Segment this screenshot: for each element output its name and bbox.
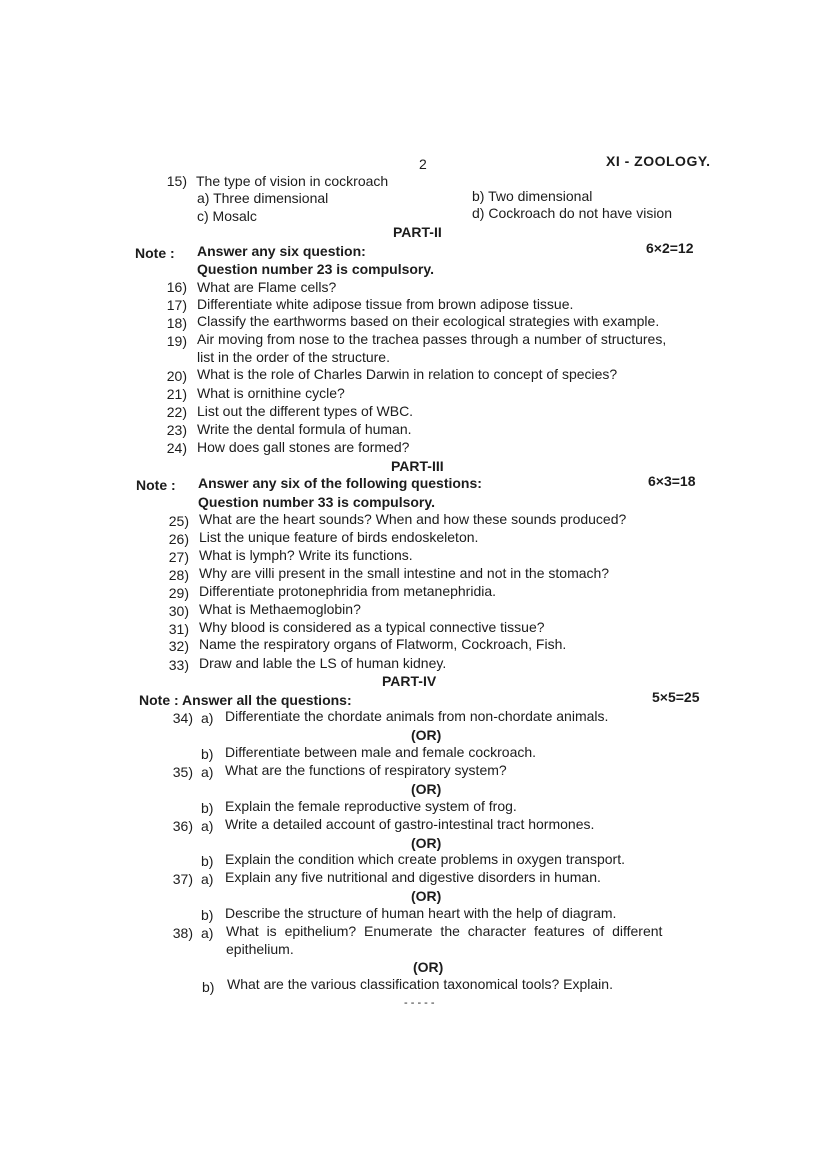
question-number: 24) [166,440,187,456]
question-text: How does gall stones are formed? [197,439,410,455]
part-3-title: PART-III [391,458,444,474]
part-2-compulsory: Question number 23 is compulsory. [197,261,435,277]
question-text: Draw and lable the LS of human kidney. [199,655,447,671]
option-label: a) [201,818,214,834]
or-separator: (OR) [411,727,442,743]
option-d: d) Cockroach do not have vision [472,205,672,221]
question-text: What is lymph? Write its functions. [199,547,413,563]
option-label: b) [202,979,215,995]
question-text: What is Methaemoglobin? [199,601,361,617]
question-number: 17) [166,297,187,313]
question-number: 21) [166,386,187,402]
question-number: 31) [168,621,189,637]
question-text: What are the heart sounds? When and how these sounds produced? [199,511,627,527]
question-text: What is the role of Charles Darwin in relation to concept of species? [197,366,618,382]
part-2-title: PART-II [393,224,442,240]
question-text: Write the dental formula of human. [197,421,412,437]
part-2-instruction: Answer any six question: [197,243,366,259]
subject-header: XI - ZOOLOGY. [606,153,711,169]
option-b: b) Two dimensional [472,188,593,204]
question-number: 15) [166,173,187,189]
question-text: The type of vision in cockroach [196,173,389,189]
option-label: b) [201,853,214,869]
question-text: List out the different types of WBC. [197,403,414,419]
option-label: b) [201,746,214,762]
question-text: Explain the condition which create problems in oxygen transport. [225,851,625,867]
option-label: b) [201,800,214,816]
option-c: c) Mosalc [197,208,257,224]
question-number: 37) [172,871,193,887]
page-number: 2 [419,156,427,172]
question-text: Air moving from nose to the trachea passes through a number of structures, [197,331,667,347]
question-number: 33) [168,657,189,673]
question-text: What are the various classification taxonomical tools? Explain. [227,976,613,992]
question-text: List the unique feature of birds endoskeleton. [199,529,479,545]
question-number: 27) [168,549,189,565]
part-2-marks: 6×2=12 [646,240,694,256]
question-number: 20) [166,368,187,384]
option-label: a) [201,871,214,887]
note-label: Note : [136,477,176,493]
question-number: 34) [172,710,193,726]
question-text: Differentiate between male and female cockroach. [225,744,537,760]
question-text-continued: epithelium. [226,941,294,957]
option-label: a) [201,925,214,941]
question-number: 29) [168,585,189,601]
or-separator: (OR) [411,835,442,851]
question-text: Write a detailed account of gastro-intestinal tract hormones. [225,816,595,832]
question-text: Classify the earthworms based on their ecological strategies with example. [197,313,660,329]
question-number: 26) [168,531,189,547]
question-text: Explain any five nutritional and digestive disorders in human. [225,869,601,885]
question-number: 38) [172,925,193,941]
note-label: Note : [135,245,175,261]
question-text: What are the functions of respiratory system? [225,762,507,778]
question-text: Differentiate the chordate animals from non-chordate animals. [225,708,609,724]
question-text: Why blood is considered as a typical connective tissue? [199,619,545,635]
question-text: Differentiate white adipose tissue from brown adipose tissue. [197,296,574,312]
question-text: Describe the structure of human heart with the help of diagram. [225,905,617,921]
part-4-note: Note : Answer all the questions: [139,692,352,708]
question-number: 35) [172,764,193,780]
part-3-compulsory: Question number 33 is compulsory. [198,494,436,510]
part-3-marks: 6×3=18 [648,473,696,489]
question-number: 16) [166,279,187,295]
question-number: 25) [168,513,189,529]
part-4-title: PART-IV [382,673,437,689]
question-text: What is ornithine cycle? [197,385,345,401]
end-mark: - - - - - [404,997,435,1009]
or-separator: (OR) [411,888,442,904]
question-text: What is epithelium? Enumerate the character features of different [226,923,663,939]
question-text-continued: list in the order of the structure. [197,349,390,365]
question-text: What are Flame cells? [197,279,337,295]
question-number: 32) [168,638,189,654]
question-number: 19) [166,333,187,349]
part-4-marks: 5×5=25 [652,689,700,705]
question-text: Differentiate protonephridia from metanephridia. [199,583,497,599]
question-text: Why are villi present in the small intestine and not in the stomach? [199,565,610,581]
option-a: a) Three dimensional [197,190,329,206]
question-number: 28) [168,567,189,583]
part-3-instruction: Answer any six of the following questions: [198,475,482,491]
option-label: a) [201,764,214,780]
option-label: b) [201,907,214,923]
or-separator: (OR) [413,959,444,975]
question-number: 22) [166,404,187,420]
question-text: Name the respiratory organs of Flatworm, Cockroach, Fish. [199,636,567,652]
option-label: a) [201,710,214,726]
question-number: 36) [172,818,193,834]
question-number: 18) [166,315,187,331]
question-number: 23) [166,422,187,438]
or-separator: (OR) [411,781,442,797]
question-number: 30) [168,603,189,619]
question-text: Explain the female reproductive system of frog. [225,798,517,814]
